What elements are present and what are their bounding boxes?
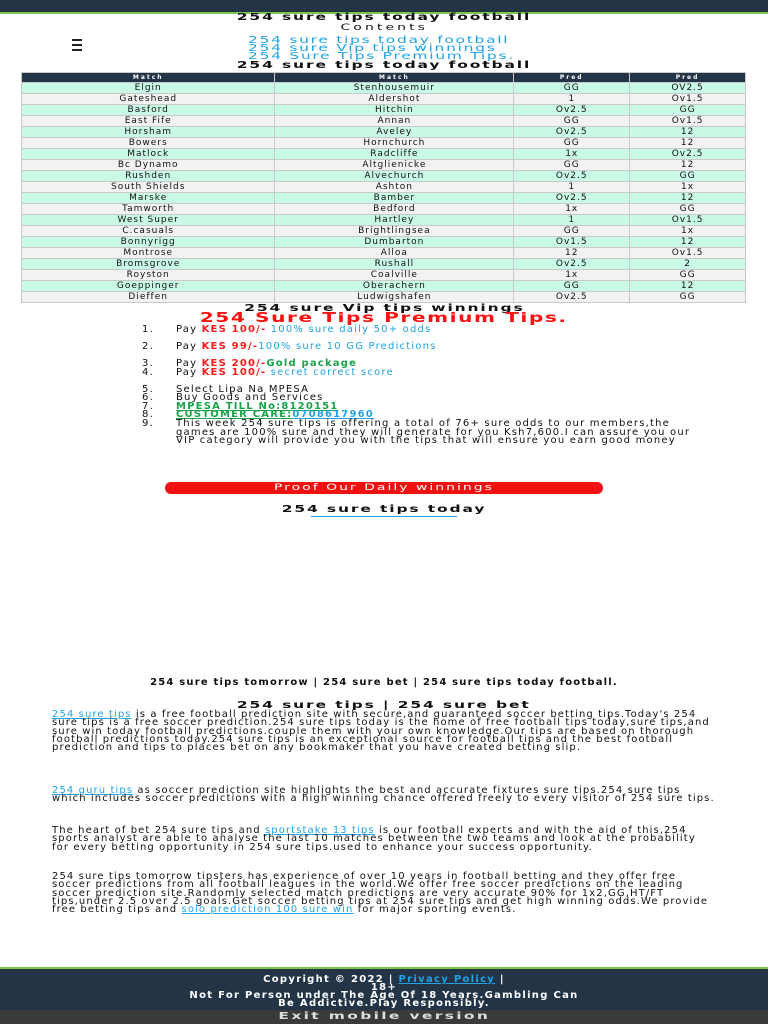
today-heading [0,505,768,515]
prediction-2-cell: Ov1.5 [630,94,746,105]
home-team-cell: Bonnyrigg [22,237,275,248]
prediction-2-cell: GG [630,292,746,303]
prediction-2-cell: GG [630,270,746,281]
table-header-row [22,73,746,83]
list-item [118,417,698,447]
site-footer [0,967,768,1010]
list-number: 2. [142,341,154,352]
away-team-cell: Aveley [275,127,514,138]
table-row [22,116,746,127]
prediction-1-cell: 1 [514,182,630,193]
away-team-cell: Annan [275,116,514,127]
home-team-cell: Bromsgrove [22,259,275,270]
prediction-2-cell: 1x [630,226,746,237]
prediction-1-cell: Ov2.5 [514,105,630,116]
table-title-text: 254 sure tips today football [236,60,532,71]
away-team-cell: Ludwigshafen [275,292,514,303]
home-team-cell: South Shields [22,182,275,193]
prediction-1-cell: 1 [514,215,630,226]
prediction-1-cell: GG [514,281,630,292]
link-254-sure-tips[interactable]: 254 sure tips [52,709,132,720]
away-team-cell: Oberachern [275,281,514,292]
away-team-cell: Stenhousemuir [275,83,514,94]
offer-text: 100% sure daily 50+ odds [266,324,432,335]
home-team-cell: East Fife [22,116,275,127]
prediction-2-cell: GG [630,171,746,182]
prediction-2-cell: GG [630,105,746,116]
copyright-text: Copyright © 2022 | [263,974,399,985]
home-team-cell: C.casuals [22,226,275,237]
price-text: KES 100/- [201,366,267,378]
paragraph-tomorrow [52,873,716,914]
link-254-guru-tips[interactable]: 254 guru tips [52,785,134,796]
home-team-cell: Basford [22,105,275,116]
customer-care-label: CUSTOMER CARE: [176,409,293,421]
offer-text: secret correct score [266,366,394,378]
prediction-2-cell: OV2.5 [630,83,746,94]
paragraph-text: 254 sure tips tomorrow tipsters has experience of over 10 years in football betting and they offer free soccer predictions from all football leagues in the world.We offer free soccer predictions on the leading soccer prediction site.Randomly selected match predictions are very accurate 90% for 1x2,GG,HT/FT tips,under 2.5 over 2.5 goals.Get soccer betting tips at 254 sure tips and get high winning odds.We provide free betting tips and [52,871,709,916]
list-number: 9. [142,417,154,429]
home-team-cell: Rushden [22,171,275,182]
away-team-cell: Rushall [275,259,514,270]
away-team-cell: Bedford [275,204,514,215]
table-row [22,248,746,259]
table-row [22,237,746,248]
predictions-table [21,72,746,303]
away-team-cell: Dumbarton [275,237,514,248]
table-row [22,105,746,116]
prediction-2-cell: 12 [630,127,746,138]
prediction-1-cell: Ov1.5 [514,237,630,248]
table-row [22,204,746,215]
proof-winnings-label: Proof Our Daily winnings [274,483,494,493]
list-text: Pay [176,341,202,352]
home-team-cell: Matlock [22,149,275,160]
table-row [22,215,746,226]
away-team-cell: Brightlingsea [275,226,514,237]
age-limit-text: 18+ [370,982,398,993]
tomorrow-heading-text: 254 sure tips tomorrow | 254 sure bet | 254 sure tips today football. [150,677,618,688]
home-team-cell: Bc Dynamo [22,160,275,171]
prediction-1-cell: GG [514,116,630,127]
paragraph-text: The heart of bet 254 sure tips and [52,825,265,836]
prediction-2-cell: 12 [630,160,746,171]
sure-bet-heading-text: 254 sure tips | 254 sure bet [237,700,531,711]
prediction-1-cell: Ov2.5 [514,259,630,270]
prediction-2-cell: 12 [630,138,746,149]
paragraph-text: for major sporting events. [353,904,517,916]
away-team-cell: Hitchin [275,105,514,116]
table-body [22,83,746,303]
offer-text: Gold package [266,358,358,369]
home-team-cell: Elgin [22,83,275,94]
away-team-cell: Hartley [275,215,514,226]
page-title [0,13,768,23]
prediction-1-cell: GG [514,83,630,94]
prediction-1-cell: GG [514,138,630,149]
contents-label [0,24,768,33]
list-text: Pay [176,366,202,378]
table-row [22,83,746,94]
table-row [22,149,746,160]
table-row [22,281,746,292]
prediction-1-cell: 1 [514,94,630,105]
table-row [22,270,746,281]
paragraph-guru [52,787,716,804]
prediction-1-cell: 12 [514,248,630,259]
vip-heading-text: 254 sure Vip tips winnings [243,303,525,314]
home-team-cell: Tamworth [22,204,275,215]
today-heading-underline [311,516,457,517]
away-team-cell: Alvechurch [275,171,514,182]
prediction-1-cell: Ov2.5 [514,127,630,138]
list-text: Select Lipa Na MPESA [176,383,310,395]
home-team-cell: Gateshead [22,94,275,105]
prediction-2-cell: Ov1.5 [630,116,746,127]
table-row [22,160,746,171]
prediction-1-cell: 1x [514,270,630,281]
table-row [22,138,746,149]
prediction-1-cell: 1x [514,204,630,215]
today-heading-text: 254 sure tips today [281,504,487,515]
home-team-cell: Montrose [22,248,275,259]
list-number: 5. [142,383,154,395]
price-text: KES 200/- [201,358,267,369]
hamburger-menu-icon[interactable] [72,39,82,53]
toc-link-text: 254 Sure Tips Premium Tips. [248,51,515,62]
link-solo-prediction[interactable]: solo prediction 100 sure win [181,904,354,916]
prediction-1-cell: Ov2.5 [514,292,630,303]
prediction-2-cell: 1x [630,182,746,193]
table-title [0,61,768,71]
home-team-cell: West Super [22,215,275,226]
tomorrow-heading [0,678,768,687]
header-match-home: Match [22,73,275,83]
list-number: 3. [142,358,154,369]
table-row [22,171,746,182]
prediction-1-cell: Ov2.5 [514,171,630,182]
prediction-2-cell: Ov1.5 [630,248,746,259]
price-text: KES 99/- [201,341,259,352]
link-sportstake-13-tips[interactable]: sportstake 13 tips [265,825,375,836]
top-bar [0,0,768,12]
paragraph-intro [52,711,716,752]
list-text: Pay [176,358,202,369]
header-pred-2: Pred [630,73,746,83]
list-text: Buy Goods and Services [176,392,324,404]
vip-offer-list [118,326,698,446]
proof-winnings-button[interactable] [165,482,603,494]
table-row [22,193,746,204]
paragraph-text: is our football experts and with the aid of this,254 sports analyst are able to analyse the last 10 matches between the two teams and look at the probability for every betting opportunity in 254 sure tips.used to enhance your success opportunity. [52,825,696,853]
footer-separator: | [495,974,505,985]
price-text: KES 100/- [201,324,267,335]
paragraph-text: as soccer prediction site highlights the best and accurate fixtures sure tips.254 sure tips which includes soccer predictions with a high winning chance offered freely to every visitor of 254 sure tips. [52,785,715,805]
away-team-cell: Radcliffe [275,149,514,160]
list-number: 4. [142,366,154,378]
header-match-away: Match [275,73,514,83]
prediction-2-cell: GG [630,204,746,215]
home-team-cell: Royston [22,270,275,281]
away-team-cell: Hornchurch [275,138,514,149]
list-number: 8. [142,409,154,421]
offer-text: 100% sure 10 GG Predictions [258,341,437,352]
table-row [22,226,746,237]
away-team-cell: Coalville [275,270,514,281]
prediction-1-cell: GG [514,226,630,237]
page-title-text: 254 sure tips today football [236,12,532,23]
prediction-1-cell: 1x [514,149,630,160]
home-team-cell: Bowers [22,138,275,149]
contents-label-text: Contents [340,23,428,33]
mpesa-till-text: MPESA TILL No:8120151 [176,400,339,412]
list-text: This week 254 sure tips is offering a total of 76+ sure odds to our members,the games are 100% sure and they will generate for you Ksh7,600.I can assure you our VIP category will provide you with the tips that will ensure you earn good money [176,417,691,447]
table-row [22,182,746,193]
prediction-1-cell: Ov2.5 [514,193,630,204]
home-team-cell: Dieffen [22,292,275,303]
prediction-2-cell: 12 [630,237,746,248]
header-pred-1: Pred [514,73,630,83]
list-number: 7. [142,400,154,412]
prediction-1-cell: GG [514,160,630,171]
prediction-2-cell: Ov2.5 [630,149,746,160]
table-row [22,94,746,105]
toc-link-text: 254 sure Vip tips winnings [248,43,497,54]
toc-link-text: 254 sure tips today football [248,35,510,46]
privacy-policy-link[interactable]: Privacy Policy [398,974,496,985]
prediction-2-cell: Ov1.5 [630,215,746,226]
home-team-cell: Goeppinger [22,281,275,292]
list-text: Pay [176,324,202,335]
exit-mobile-version-button[interactable] [0,1010,768,1024]
footer-warning-line-2 [0,999,768,1009]
list-number: 6. [142,392,154,404]
prediction-2-cell: 2 [630,259,746,270]
gambling-warning-text: Be Addictive.Play Responsibly. [278,998,490,1009]
home-team-cell: Horsham [22,127,275,138]
table-row [22,127,746,138]
away-team-cell: Ashton [275,182,514,193]
home-team-cell: Marske [22,193,275,204]
table-row [22,259,746,270]
away-team-cell: Alloa [275,248,514,259]
premium-heading-text: 254 Sure Tips Premium Tips. [200,311,568,326]
exit-mobile-version-label: Exit mobile version [278,1011,490,1022]
prediction-2-cell: 12 [630,193,746,204]
customer-care-phone[interactable]: 0708617960 [292,409,374,421]
away-team-cell: Aldershot [275,94,514,105]
gambling-warning-text: Not For Person under The Age Of 18 Years.Gambling Can [189,990,579,1001]
prediction-2-cell: 12 [630,281,746,292]
away-team-cell: Bamber [275,193,514,204]
table-row [22,292,746,303]
away-team-cell: Altglienicke [275,160,514,171]
list-number: 1. [142,324,154,335]
paragraph-heart [52,827,716,852]
paragraph-text: is a free football prediction site with secure,and guaranteed soccer betting tips.Today's 254 sure tips is a free soccer prediction.254 sure tips today is the home of free football tips today,sure tips,and sure win today football predictions.couple them with your own knowledge.Our tips are based on thorough football predictions today.254 sure tips is an exceptional source for football tips and the best football prediction and tips to places bet on any bookmaker that you have created betting slip. [52,709,710,754]
